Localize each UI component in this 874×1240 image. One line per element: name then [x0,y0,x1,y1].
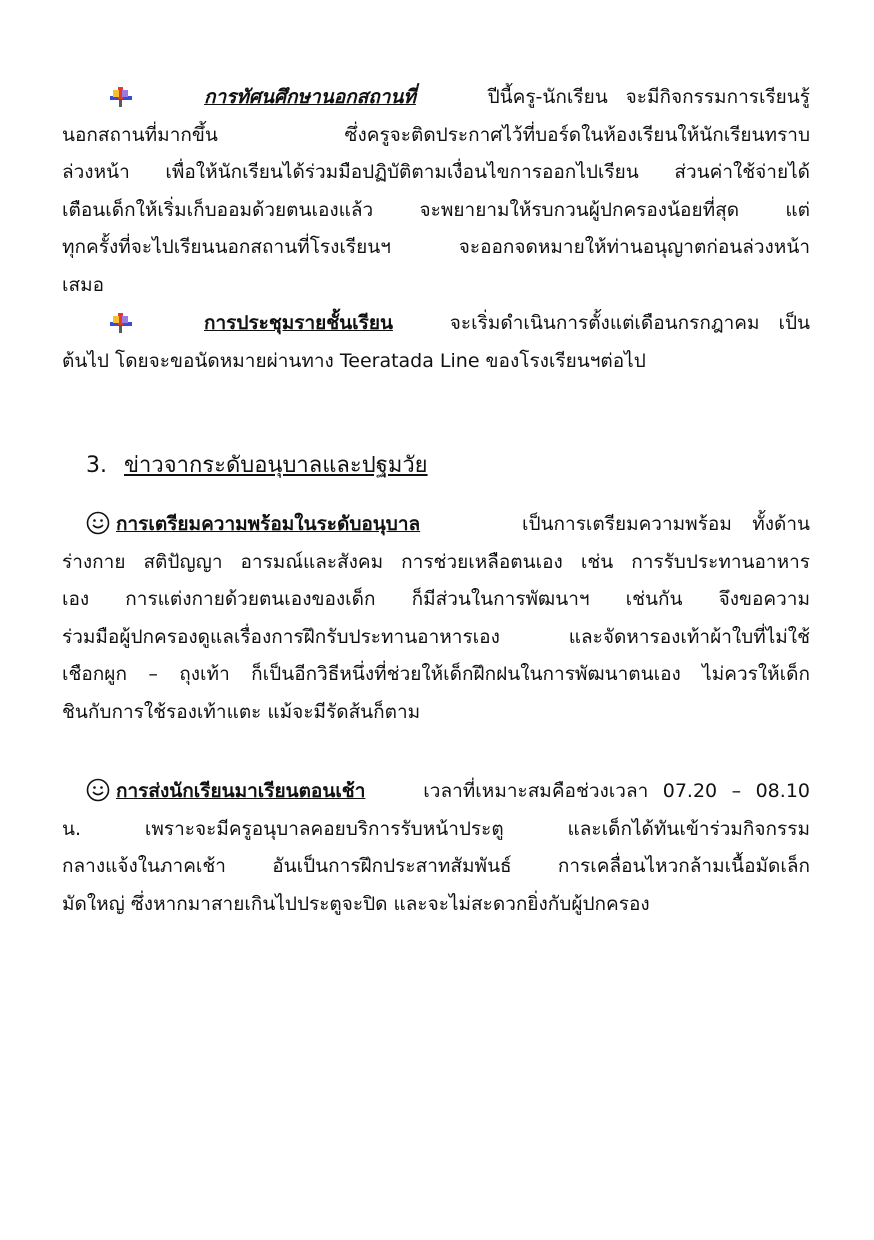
smiley-face-icon [86,511,110,535]
smiley-face-icon [86,778,110,802]
morning-line-2: น. เพราะจะมีครูอนุบาลคอยบริการรับหน้าประตู และเด็กได้ทันเข้าร่วมกิจกรรม [62,817,810,840]
readiness-line-3: เอง การแต่งกายด้วยตนเองของเด็ก ก็มีส่วนในการพัฒนาฯ เช่นกัน จึงขอความ [62,588,810,610]
section-number: 3. [86,453,107,478]
class-meeting-first-line [62,305,810,343]
field-trip-line-5: ทุกครั้งที่จะไปเรียนนอกสถานที่โรงเรียนฯ จะออกจดหมายให้ท่านอนุญาตก่อนล่วงหน้า [62,236,810,258]
morning-dropoff-paragraph [62,773,810,923]
morning-line-3: กลางแจ้งในภาคเช้า อันเป็นการฝึกประสาทสัมพันธ์ การเคลื่อนไหวกล้ามเนื้อมัดเล็ก [62,855,810,877]
field-trip-paragraph [62,79,810,304]
field-trip-first-line [62,79,810,117]
readiness-line-4: ร่วมมือผู้ปกครองดูแลเรื่องการฝึกรับประทานอาหารเอง และจัดหารองเท้าผ้าใบที่ไม่ใช้ [62,625,810,648]
field-trip-heading: การทัศนศึกษานอกสถานที่ [204,86,416,108]
class-meeting-line-2: ต้นไป โดยจะขอนัดหมายผ่านทาง Teeratada Line ของโรงเรียนฯต่อไป [62,349,646,372]
readiness-line-6: ชินกับการใช้รองเท้าแตะ แม้จะมีรัดส้นก็ตาม [62,700,421,723]
readiness-line-2: ร่างกาย สติปัญญา อารมณ์และสังคม การช่วยเหลือตนเอง เช่น การรับประทานอาหาร [62,550,810,573]
section-3-heading [86,448,428,484]
morning-first-line [62,773,810,811]
readiness-paragraph [62,506,810,731]
class-meeting-paragraph [62,305,810,380]
field-trip-line-1: ปีนี้ครู-นักเรียน จะมีกิจกรรมการเรียนรู้ [487,86,810,108]
field-trip-line-2: นอกสถานที่มากขึ้น ซึ่งครูจะติดประกาศไว้ที่บอร์ดในห้องเรียนให้นักเรียนทราบ [62,123,810,146]
readiness-line-1: เป็นการเตรียมความพร้อม ทั้งด้าน [521,513,810,535]
field-trip-line-4: เตือนเด็กให้เริ่มเก็บออมด้วยตนเองแล้ว จะพยายามให้รบกวนผู้ปกครองน้อยที่สุด แต่ [62,198,810,221]
morning-line-4: มัดใหญ่ ซึ่งหากมาสายเกินไปประตูจะปิด และจะไม่สะดวกยิ่งกับผู้ปกครอง [62,892,650,915]
class-meeting-line-1: จะเริ่มดำเนินการตั้งแต่เดือนกรกฎาคม เป็น [449,312,810,334]
morning-line-1: เวลาที่เหมาะสมคือช่วงเวลา 07.20 – 08.10 [423,780,810,802]
readiness-first-line [62,506,810,544]
readiness-heading: การเตรียมความพร้อมในระดับอนุบาล [116,513,421,535]
field-trip-line-6: เสมอ [62,273,105,296]
readiness-line-5: เชือกผูก – ถุงเท้า ก็เป็นอีกวิธีหนึ่งที่ช่วยให้เด็กฝึกฝนในการพัฒนาตนเอง ไม่ควรให้เด็ก [62,663,810,685]
morning-heading: การส่งนักเรียนมาเรียนตอนเช้า [116,780,366,802]
section-title: ข่าวจากระดับอนุบาลและปฐมวัย [124,453,428,478]
field-trip-line-3: ล่วงหน้า เพื่อให้นักเรียนได้ร่วมมือปฏิบัติตามเงื่อนไขการออกไปเรียน ส่วนค่าใช้จ่ายได้ [62,161,810,183]
class-meeting-heading: การประชุมรายชั้นเรียน [204,312,393,334]
